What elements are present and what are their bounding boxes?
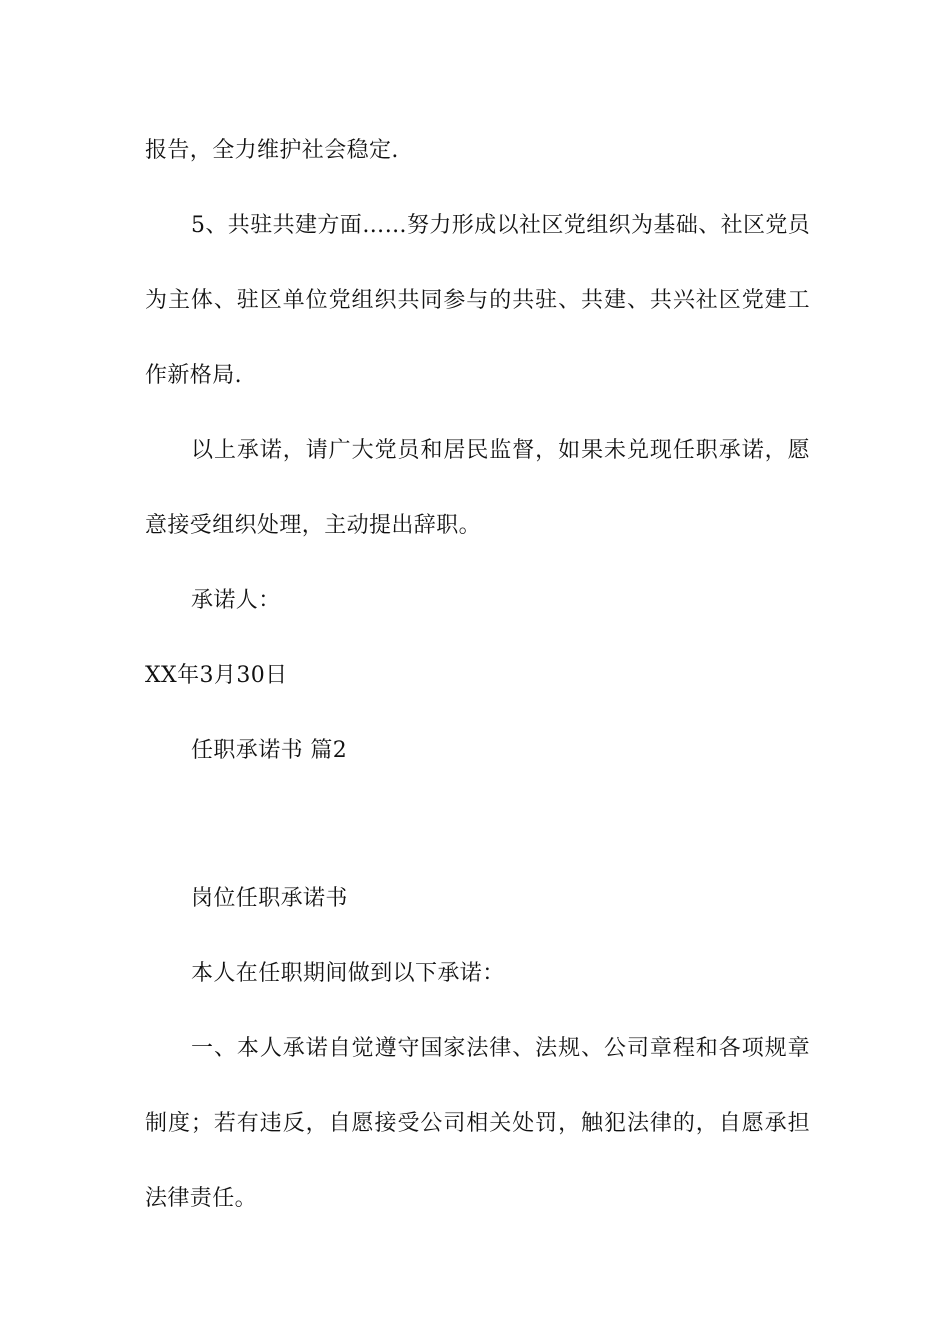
paragraph-line: 一、本人承诺自觉遵守国家法律、法规、公司章程和各项规章	[191, 1036, 810, 1061]
paragraph-line: 以上承诺，请广大党员和居民监督，如果未兑现任职承诺，愿	[191, 438, 810, 463]
paragraph-line: 报告，全力维护社会稳定.	[145, 138, 399, 163]
paragraph-line: 制度；若有违反，自愿接受公司相关处罚，触犯法律的，自愿承担	[145, 1111, 810, 1136]
paragraph-line: 本人在任职期间做到以下承诺：	[191, 961, 505, 986]
signature-label: 承诺人：	[191, 588, 281, 613]
paragraph-line: 为主体、驻区单位党组织共同参与的共驻、共建、共兴社区党建工	[145, 288, 810, 313]
signature-date: XX年3月30日	[145, 663, 288, 688]
paragraph-line: 作新格局.	[145, 363, 242, 388]
section-heading: 任职承诺书 篇2	[191, 738, 348, 763]
document-title: 岗位任职承诺书	[191, 886, 348, 911]
paragraph-line: 法律责任。	[145, 1186, 258, 1211]
paragraph-line: 5、共驻共建方面……努力形成以社区党组织为基础、社区党员	[191, 213, 811, 238]
paragraph-line: 意接受组织处理，主动提出辞职。	[145, 513, 482, 538]
